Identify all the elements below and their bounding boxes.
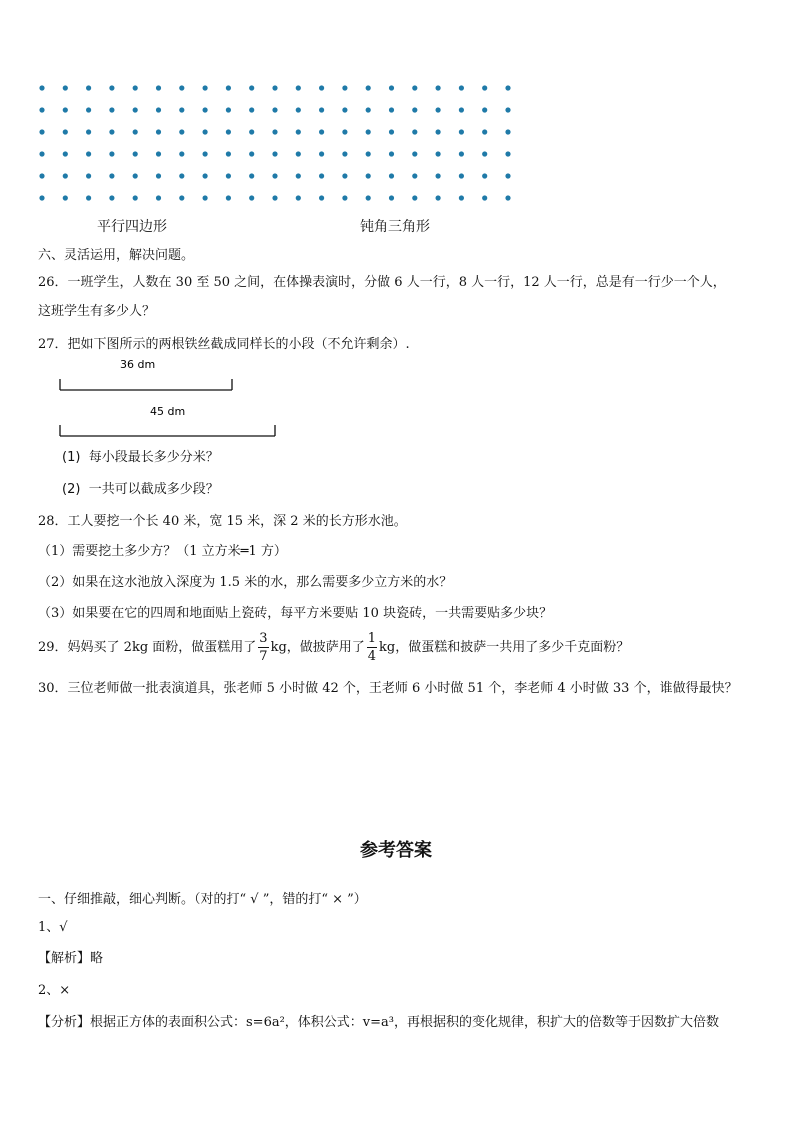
grid-dot bbox=[156, 129, 161, 134]
grid-dot bbox=[389, 195, 394, 200]
grid-dot bbox=[156, 173, 161, 178]
grid-dot bbox=[63, 129, 68, 134]
grid-dot bbox=[436, 107, 441, 112]
grid-dot bbox=[342, 151, 347, 156]
grid-dot bbox=[366, 85, 371, 90]
grid-dot bbox=[39, 195, 44, 200]
grid-dot bbox=[436, 85, 441, 90]
grid-dot bbox=[249, 85, 254, 90]
grid-dot bbox=[436, 195, 441, 200]
grid-dot bbox=[249, 107, 254, 112]
q30-text: 30．三位老师做一批表演道具，张老师 5 小时做 42 个，王老师 6 小时做 51 个，李老师 4 小时做 33 个，谁做得最快？ bbox=[38, 681, 738, 696]
frac1-denominator: 7 bbox=[259, 649, 268, 664]
grid-dot bbox=[226, 85, 231, 90]
grid-dot bbox=[133, 129, 138, 134]
grid-dot bbox=[109, 151, 114, 156]
grid-dot bbox=[482, 173, 487, 178]
grid-dot bbox=[63, 107, 68, 112]
grid-dot bbox=[319, 173, 324, 178]
grid-dot bbox=[389, 107, 394, 112]
grid-dot bbox=[272, 195, 277, 200]
grid-dot bbox=[342, 173, 347, 178]
grid-dot bbox=[342, 129, 347, 134]
grid-dot bbox=[226, 195, 231, 200]
q29 bbox=[38, 630, 629, 666]
q29-part1: 29．妈妈买了 2kg 面粉，做蛋糕用了 bbox=[38, 640, 257, 655]
grid-dot bbox=[133, 151, 138, 156]
grid-dot bbox=[156, 195, 161, 200]
grid-dot bbox=[389, 173, 394, 178]
grid-dot bbox=[86, 151, 91, 156]
grid-dot bbox=[179, 129, 184, 134]
q27-text: 27．把如下图所示的两根铁丝截成同样长的小段（不允许剩余）. bbox=[38, 337, 410, 352]
grid-dot bbox=[505, 195, 510, 200]
grid-dot bbox=[272, 173, 277, 178]
q26-line1: 26．一班学生，人数在 30 至 50 之间，在体操表演时，分做 6 人一行，8 人一行，12 人一行，总是有一行少一个人， bbox=[38, 275, 726, 290]
grid-dot bbox=[296, 173, 301, 178]
grid-dot bbox=[482, 151, 487, 156]
grid-dot bbox=[39, 129, 44, 134]
grid-dot bbox=[505, 173, 510, 178]
grid-dot bbox=[63, 195, 68, 200]
grid-dot bbox=[109, 195, 114, 200]
grid-dot bbox=[389, 151, 394, 156]
grid-dot bbox=[342, 85, 347, 90]
grid-dot bbox=[249, 151, 254, 156]
grid-dot bbox=[459, 173, 464, 178]
grid-dot bbox=[459, 107, 464, 112]
grid-dot bbox=[412, 85, 417, 90]
grid-dot bbox=[226, 173, 231, 178]
grid-dot bbox=[109, 85, 114, 90]
obtuse-triangle-label: 钝角三角形 bbox=[360, 219, 430, 235]
q28-sub1: （1）需要挖土多少方？（1 立方米═1 方） bbox=[38, 544, 287, 559]
grid-dot bbox=[179, 107, 184, 112]
grid-dot bbox=[459, 151, 464, 156]
grid-dot bbox=[412, 107, 417, 112]
grid-dot bbox=[482, 85, 487, 90]
wire-diagram bbox=[0, 350, 320, 445]
grid-dot bbox=[203, 107, 208, 112]
grid-dot bbox=[272, 107, 277, 112]
grid-dot bbox=[482, 107, 487, 112]
grid-dot bbox=[63, 173, 68, 178]
q27-sub1-text: 每小段最长多少分米？ bbox=[88, 450, 219, 465]
grid-dot bbox=[39, 151, 44, 156]
grid-dot bbox=[505, 107, 510, 112]
grid-dot bbox=[272, 151, 277, 156]
grid-dot bbox=[272, 129, 277, 134]
fraction-3-7 bbox=[258, 632, 268, 663]
grid-dot bbox=[63, 85, 68, 90]
grid-dot bbox=[133, 107, 138, 112]
grid-dot bbox=[319, 151, 324, 156]
grid-dot bbox=[109, 107, 114, 112]
grid-dot bbox=[505, 85, 510, 90]
grid-dot bbox=[226, 107, 231, 112]
q29-part3: kg，做蛋糕和披萨一共用了多少千克面粉？ bbox=[379, 640, 630, 655]
grid-dot bbox=[366, 173, 371, 178]
parallelogram-label: 平行四边形 bbox=[97, 219, 167, 235]
grid-dot bbox=[156, 151, 161, 156]
grid-dot bbox=[296, 85, 301, 90]
dot-grid bbox=[0, 0, 794, 220]
grid-dot bbox=[296, 195, 301, 200]
frac2-denominator: 4 bbox=[367, 649, 377, 664]
grid-dot bbox=[272, 85, 277, 90]
grid-dot bbox=[179, 195, 184, 200]
grid-dot bbox=[109, 129, 114, 134]
q27-sub2 bbox=[62, 478, 219, 497]
grid-dot bbox=[482, 129, 487, 134]
grid-dot bbox=[296, 151, 301, 156]
grid-dot bbox=[203, 129, 208, 134]
grid-dot bbox=[133, 195, 138, 200]
grid-dot bbox=[203, 195, 208, 200]
grid-dot bbox=[86, 173, 91, 178]
grid-dot bbox=[226, 129, 231, 134]
wire1 bbox=[60, 379, 232, 390]
grid-dot bbox=[156, 107, 161, 112]
grid-dot bbox=[412, 129, 417, 134]
grid-dot bbox=[133, 85, 138, 90]
grid-dot bbox=[249, 173, 254, 178]
grid-dot bbox=[459, 85, 464, 90]
grid-dot bbox=[342, 107, 347, 112]
grid-dot bbox=[319, 129, 324, 134]
grid-dot bbox=[63, 151, 68, 156]
grid-dot bbox=[319, 107, 324, 112]
answer-1: 1、√ bbox=[38, 920, 68, 935]
grid-dot bbox=[319, 85, 324, 90]
grid-dot bbox=[412, 173, 417, 178]
grid-dot bbox=[459, 195, 464, 200]
grid-dot bbox=[505, 129, 510, 134]
grid-dot bbox=[412, 195, 417, 200]
q27-sub1 bbox=[62, 446, 219, 465]
grid-dot bbox=[249, 129, 254, 134]
grid-dot bbox=[86, 107, 91, 112]
grid-dot bbox=[319, 195, 324, 200]
q29-part2: kg，做披萨用了 bbox=[270, 640, 365, 655]
grid-dot bbox=[156, 85, 161, 90]
grid-dot bbox=[366, 107, 371, 112]
grid-dot bbox=[249, 195, 254, 200]
answers-section1: 一、仔细推敲，细心判断。（对的打“ √ ”，错的打“ × ”） bbox=[38, 892, 367, 907]
grid-dot bbox=[436, 173, 441, 178]
grid-dot bbox=[389, 85, 394, 90]
answers-title: 参考答案 bbox=[360, 840, 432, 861]
fraction-1-4 bbox=[367, 632, 377, 663]
grid-dot bbox=[226, 151, 231, 156]
q26-line2: 这班学生有多少人？ bbox=[38, 304, 156, 319]
grid-dot bbox=[86, 129, 91, 134]
grid-dot bbox=[459, 129, 464, 134]
grid-dot bbox=[179, 151, 184, 156]
section6-heading: 六、灵活运用，解决问题。 bbox=[38, 248, 195, 263]
grid-dot bbox=[39, 173, 44, 178]
grid-dot bbox=[203, 151, 208, 156]
grid-dot bbox=[296, 129, 301, 134]
grid-dot bbox=[482, 195, 487, 200]
grid-dot bbox=[366, 195, 371, 200]
grid-dot bbox=[366, 129, 371, 134]
frac2-numerator: 1 bbox=[367, 631, 377, 646]
grid-dot bbox=[39, 107, 44, 112]
q27-sub2-num: (2) bbox=[62, 482, 81, 497]
q28-sub2: （2）如果在这水池放入深度为 1.5 米的水，那么需要多少立方米的水？ bbox=[38, 575, 453, 590]
q28-sub3: （3）如果要在它的四周和地面贴上瓷砖，每平方米要贴 10 块瓷砖，一共需要贴多少块？ bbox=[38, 606, 553, 621]
wire2 bbox=[60, 425, 275, 436]
q27-sub1-num: (1) bbox=[62, 450, 81, 465]
answer-1-note: 【解析】略 bbox=[38, 951, 104, 966]
answer-2: 2、× bbox=[38, 983, 71, 998]
grid-dot bbox=[109, 173, 114, 178]
grid-dot bbox=[436, 151, 441, 156]
grid-dot bbox=[203, 85, 208, 90]
grid-dot bbox=[505, 151, 510, 156]
grid-dot bbox=[296, 107, 301, 112]
grid-dot bbox=[86, 195, 91, 200]
grid-dot bbox=[436, 129, 441, 134]
q28-text: 28．工人要挖一个长 40 米，宽 15 米，深 2 米的长方形水池。 bbox=[38, 514, 407, 529]
answer-2-note: 【分析】根据正方体的表面积公式：s=6a²，体积公式：v=a³，再根据积的变化规律，积扩大的倍数等于因数扩大倍数 bbox=[38, 1015, 719, 1030]
q27-sub2-text: 一共可以截成多少段？ bbox=[88, 482, 219, 497]
grid-dot bbox=[389, 129, 394, 134]
grid-dot bbox=[412, 151, 417, 156]
grid-dot bbox=[133, 173, 138, 178]
grid-dot bbox=[366, 151, 371, 156]
grid-dot bbox=[203, 173, 208, 178]
wire1-label: 36 dm bbox=[120, 358, 156, 371]
grid-dot bbox=[179, 85, 184, 90]
grid-dot bbox=[342, 195, 347, 200]
grid-dot bbox=[39, 85, 44, 90]
grid-dot bbox=[179, 173, 184, 178]
frac1-numerator: 3 bbox=[259, 631, 268, 646]
grid-dot bbox=[86, 85, 91, 90]
wire2-label: 45 dm bbox=[150, 405, 186, 418]
